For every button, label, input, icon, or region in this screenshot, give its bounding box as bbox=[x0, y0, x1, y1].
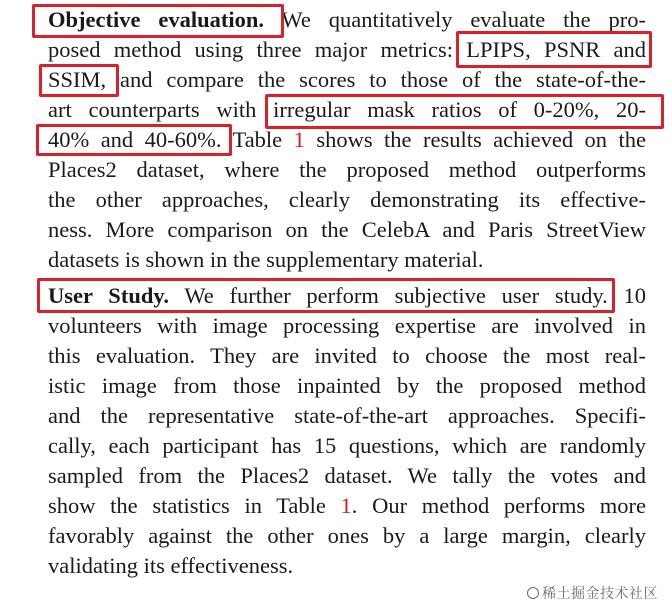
user-study-line-7: sampled from the Places2 dataset. We tally the votes and bbox=[48, 463, 646, 488]
objective-line-8: ness. More comparison on the CelebA and Paris StreetView bbox=[48, 217, 646, 242]
user-study-line-3: this evaluation. They are invited to choose the most real- bbox=[48, 343, 646, 368]
mask-ratio-highlight-cont: 40% and 40-60%. bbox=[48, 127, 222, 152]
juejin-logo-icon bbox=[527, 587, 539, 599]
user-study-line-8: show the statistics in Table 1. Our method performs more bbox=[48, 493, 647, 518]
user-study-line-4: istic image from those inpainted by the proposed method bbox=[48, 373, 646, 398]
ssim-highlight: SSIM, bbox=[48, 67, 107, 92]
user-study-line-9: favorably against the other ones by a large margin, clearly bbox=[48, 523, 646, 548]
table-reference-link[interactable]: 1 bbox=[293, 127, 305, 152]
user-study-line-2: volunteers with image processing expertise are involved in bbox=[48, 313, 646, 338]
user-study-line-10: validating its effectiveness. bbox=[48, 553, 294, 578]
objective-line-4: art counterparts with irregular mask ratios of 0-20%, 20- bbox=[48, 97, 647, 122]
objective-line-3: SSIM, and compare the scores to those of the state-of-the- bbox=[48, 67, 646, 92]
user-study-line-1: User Study. We further perform subjective user study. 10 bbox=[48, 283, 646, 308]
objective-line-9: datasets is shown in the supplementary material. bbox=[48, 247, 484, 272]
metrics-highlight: LPIPS, PSNR and bbox=[466, 37, 647, 62]
user-study-line-6: cally, each participant has 15 questions, which are randomly bbox=[48, 433, 646, 458]
user-study-line-5: and the representative state-of-the-art approaches. Specifi- bbox=[48, 403, 646, 428]
objective-heading: Objective evaluation. bbox=[48, 7, 264, 32]
watermark: 稀土掘金技术社区 bbox=[527, 583, 658, 603]
mask-ratio-highlight: irregular mask ratios of 0-20%, 20- bbox=[273, 97, 647, 122]
objective-line-6: Places2 dataset, where the proposed method outperforms bbox=[48, 157, 646, 182]
objective-line-1: Objective evaluation. We quantitatively evaluate the pro- bbox=[48, 7, 646, 32]
objective-line-2: posed method using three major metrics: LPIPS, PSNR and bbox=[48, 37, 647, 62]
objective-line-7: the other approaches, clearly demonstrating its effective- bbox=[48, 187, 646, 212]
objective-line-5: 40% and 40-60%. Table 1 shows the results achieved on the bbox=[48, 127, 646, 152]
user-study-heading: User Study. bbox=[48, 283, 169, 308]
table-reference-link-2[interactable]: 1 bbox=[340, 493, 352, 518]
